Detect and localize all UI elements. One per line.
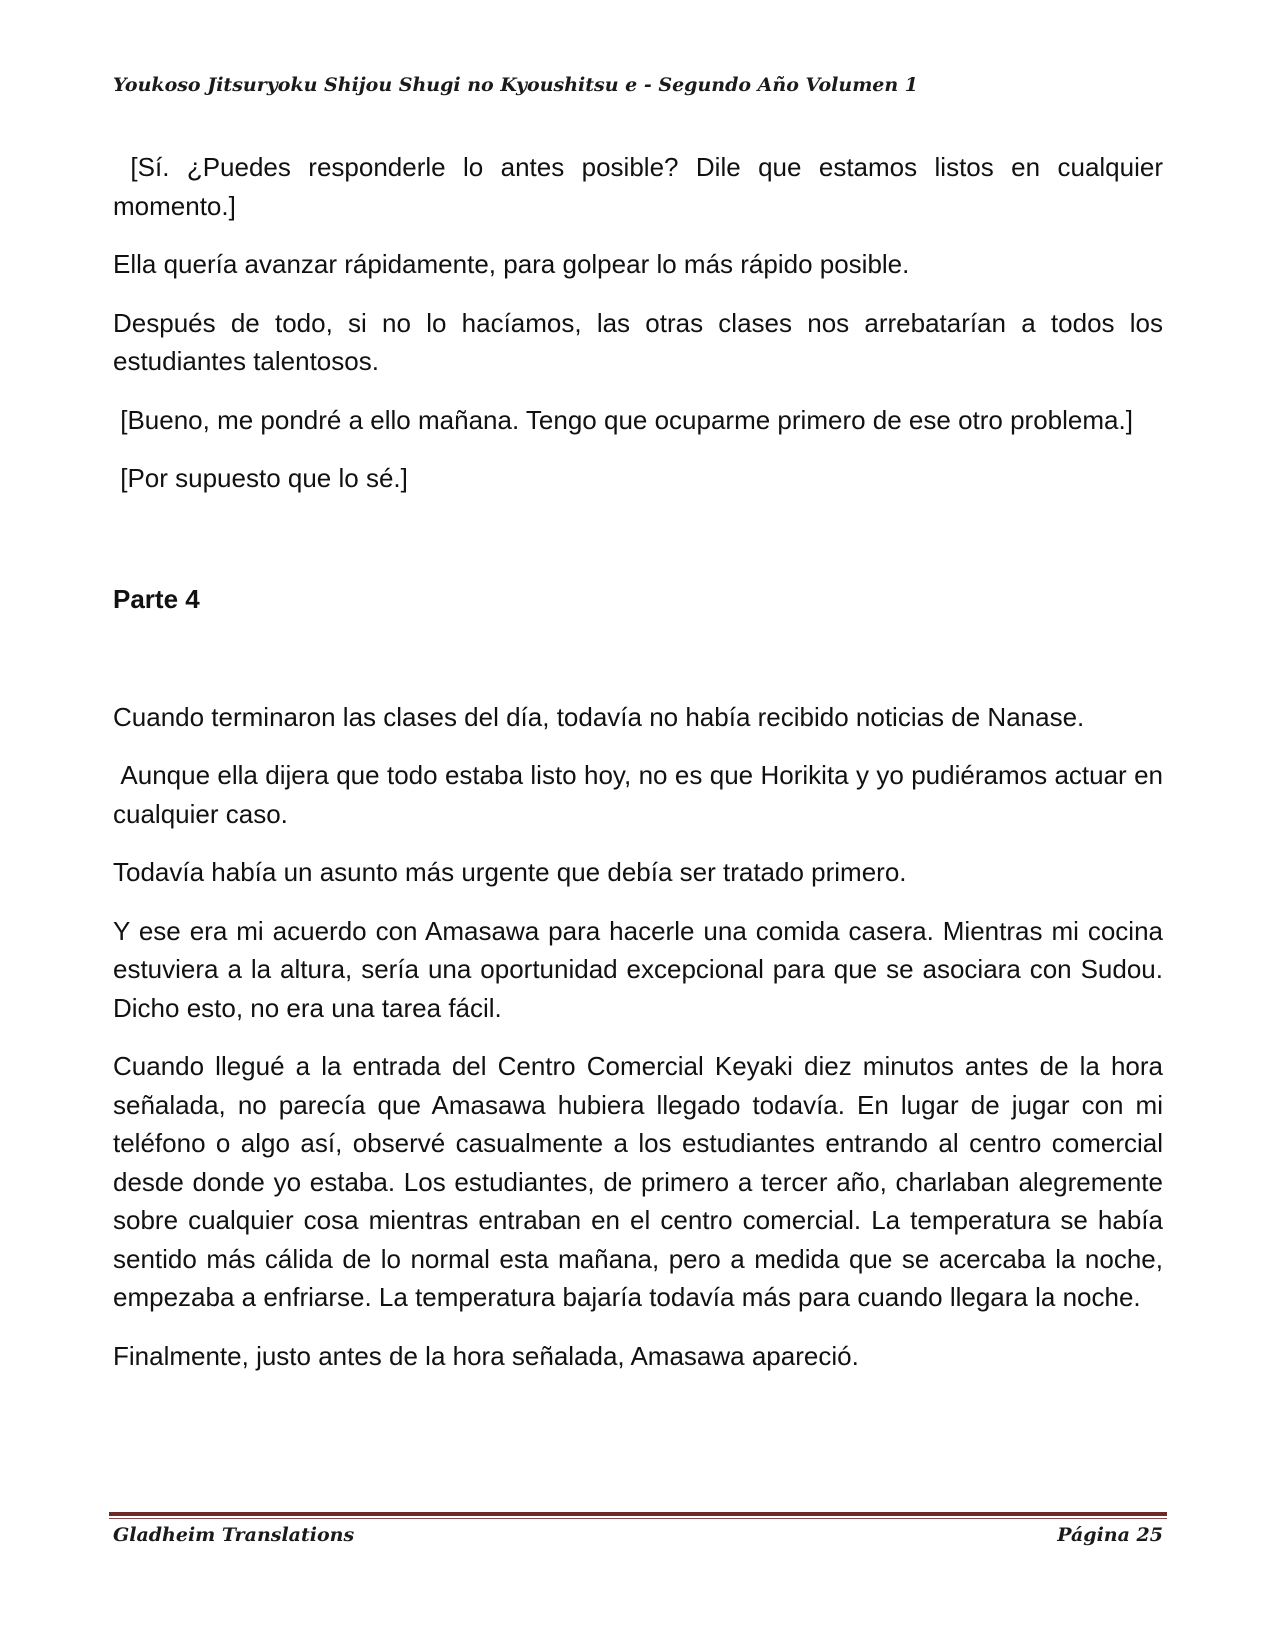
page-footer (113, 1524, 1163, 1546)
footer-page-number: Página 25 (1057, 1524, 1163, 1546)
running-header: Youkoso Jitsuryoku Shijou Shugi no Kyoushitsu e - Segundo Año Volumen 1 (113, 74, 919, 96)
paragraph-9: Y ese era mi acuerdo con Amasawa para hacerle una comida casera. Mientras mi cocina estuviera a la altura, sería una oportunidad excepcional para que se asociara con Sudou. Dicho esto, no era una tarea fácil. (113, 915, 1163, 1023)
paragraph-6: Cuando terminaron las clases del día, todavía no había recibido noticias de Nanase. (113, 701, 1085, 732)
paragraph-5: [Por supuesto que lo sé.] (120, 463, 408, 493)
paragraph-2: Ella quería avanzar rápidamente, para golpear lo más rápido posible. (113, 249, 910, 279)
paragraph-7: Aunque ella dijera que todo estaba listo hoy, no es que Horikita y yo pudiéramos actuar en cualquier caso. (113, 760, 1163, 829)
footer-divider (109, 1512, 1167, 1519)
page-body (113, 148, 1163, 1395)
paragraph-10: Cuando llegué a la entrada del Centro Comercial Keyaki diez minutos antes de la hora señalada, no parecía que Amasawa hubiera llegado todavía. En lugar de jugar con mi teléfono o algo así, observé casualmente a los estudiantes entrando al centro comercial desde donde yo estaba. Los estudiantes, de primero a tercer año, charlaban alegremente sobre cualquier cosa mientras entraban en el centro comercial. La temperatura se había sentido más cálida de lo normal esta mañana, pero a medida que se acercaba la noche, empezaba a enfriarse. La temperatura bajaría todavía más para cuando llegara la noche. (113, 1051, 1163, 1312)
paragraph-8: Todavía había un asunto más urgente que debía ser tratado primero. (113, 857, 907, 887)
paragraph-3: Después de todo, si no lo hacíamos, las otras clases nos arrebatarían a todos los estudiantes talentosos. (113, 307, 1163, 376)
section-spacer (113, 618, 1163, 698)
paragraph-11: Finalmente, justo antes de la hora señalada, Amasawa apareció. (113, 1340, 859, 1371)
footer-publisher: Gladheim Translations (113, 1524, 355, 1546)
paragraph-4: [Bueno, me pondré a ello mañana. Tengo que ocuparme primero de ese otro problema.] (120, 404, 1133, 435)
paragraph-1: [Sí. ¿Puedes responderle lo antes posible? Dile que estamos listos en cualquier momento.] (113, 152, 1163, 221)
section-heading: Parte 4 (113, 583, 200, 614)
footer-divider-thin (109, 1518, 1167, 1519)
